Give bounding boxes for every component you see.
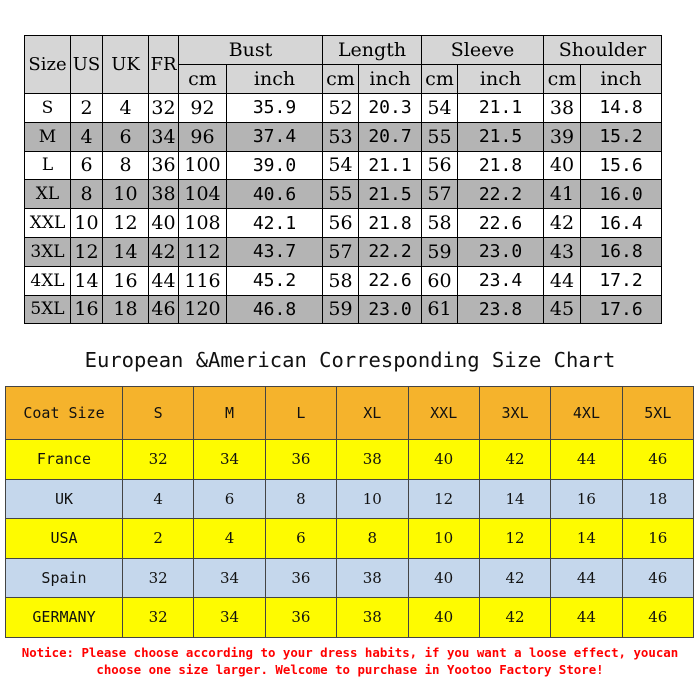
country-label: USA: [6, 519, 123, 559]
size-value: 16: [551, 479, 622, 519]
cell-bust-in: 46.8: [227, 295, 323, 324]
cell-bust-cm: 120: [179, 295, 227, 324]
cell-bust-cm: 96: [179, 122, 227, 151]
cell-sleeve-in: 21.5: [458, 122, 544, 151]
cell-shoulder-cm: 40: [544, 151, 581, 180]
cell-sleeve-cm: 57: [422, 180, 458, 209]
cell-us: 14: [71, 266, 103, 295]
size-value: 46: [622, 598, 693, 638]
cell-shoulder-cm: 42: [544, 209, 581, 238]
size-value: 44: [551, 598, 622, 638]
cell-us: 16: [71, 295, 103, 324]
size-value: 32: [123, 558, 194, 598]
cell-us: 8: [71, 180, 103, 209]
cell-sleeve-in: 23.8: [458, 295, 544, 324]
cell-bust-in: 42.1: [227, 209, 323, 238]
country-label: Spain: [6, 558, 123, 598]
size-value: 40: [408, 558, 479, 598]
header-length-inch: inch: [359, 65, 422, 94]
country-row-germany: [6, 598, 694, 638]
size-row: [25, 266, 662, 295]
cell-shoulder-cm: 44: [544, 266, 581, 295]
country-row-usa: [6, 519, 694, 559]
cell-us: 6: [71, 151, 103, 180]
size-value: 10: [408, 519, 479, 559]
cell-size: 4XL: [25, 266, 71, 295]
cell-length-in: 20.3: [359, 94, 422, 123]
cell-sleeve-cm: 55: [422, 122, 458, 151]
cell-fr: 42: [149, 237, 179, 266]
cell-uk: 10: [103, 180, 149, 209]
size-value: 10: [337, 479, 408, 519]
cell-length-cm: 57: [323, 237, 359, 266]
country-row-france: [6, 440, 694, 480]
cell-sleeve-cm: 61: [422, 295, 458, 324]
cell-fr: 38: [149, 180, 179, 209]
cell-bust-in: 35.9: [227, 94, 323, 123]
cell-size: L: [25, 151, 71, 180]
size-value: 4: [194, 519, 265, 559]
size-value: 2: [123, 519, 194, 559]
cell-fr: 32: [149, 94, 179, 123]
size-value: 6: [265, 519, 336, 559]
size-value: 16: [622, 519, 693, 559]
cell-length-cm: 52: [323, 94, 359, 123]
cell-length-in: 23.0: [359, 295, 422, 324]
cell-bust-in: 45.2: [227, 266, 323, 295]
cell-sleeve-in: 21.1: [458, 94, 544, 123]
size-value: 8: [337, 519, 408, 559]
size-table-body: [25, 94, 662, 324]
size-value: 34: [194, 598, 265, 638]
size-value: 42: [479, 598, 550, 638]
header-shoulder-inch: inch: [581, 65, 662, 94]
size-value: 36: [265, 558, 336, 598]
cell-length-in: 20.7: [359, 122, 422, 151]
header-fr: FR: [149, 36, 179, 94]
cell-fr: 36: [149, 151, 179, 180]
cell-us: 4: [71, 122, 103, 151]
cell-bust-cm: 100: [179, 151, 227, 180]
cell-sleeve-cm: 56: [422, 151, 458, 180]
cell-length-in: 21.1: [359, 151, 422, 180]
size-value: 42: [479, 558, 550, 598]
cell-length-in: 21.8: [359, 209, 422, 238]
country-label: UK: [6, 479, 123, 519]
cell-fr: 44: [149, 266, 179, 295]
header-length: Length: [323, 36, 422, 65]
size-value: 46: [622, 440, 693, 480]
size-value: 40: [408, 598, 479, 638]
cell-us: 2: [71, 94, 103, 123]
cell-fr: 40: [149, 209, 179, 238]
cell-us: 12: [71, 237, 103, 266]
country-row-uk: [6, 479, 694, 519]
cell-shoulder-in: 17.2: [581, 266, 662, 295]
size-value: 38: [337, 558, 408, 598]
cell-bust-cm: 108: [179, 209, 227, 238]
cell-uk: 16: [103, 266, 149, 295]
cell-shoulder-cm: 41: [544, 180, 581, 209]
header-bust-cm: cm: [179, 65, 227, 94]
coat-size-header: S: [123, 387, 194, 440]
size-value: 12: [408, 479, 479, 519]
country-row-spain: [6, 558, 694, 598]
cell-uk: 14: [103, 237, 149, 266]
cell-sleeve-in: 22.6: [458, 209, 544, 238]
cell-uk: 18: [103, 295, 149, 324]
cell-shoulder-in: 14.8: [581, 94, 662, 123]
country-label: GERMANY: [6, 598, 123, 638]
cell-fr: 46: [149, 295, 179, 324]
cell-length-in: 22.6: [359, 266, 422, 295]
cell-sleeve-in: 21.8: [458, 151, 544, 180]
cell-length-cm: 54: [323, 151, 359, 180]
cell-length-cm: 55: [323, 180, 359, 209]
cell-shoulder-cm: 43: [544, 237, 581, 266]
header-bust-inch: inch: [227, 65, 323, 94]
cell-shoulder-in: 16.4: [581, 209, 662, 238]
size-value: 32: [123, 598, 194, 638]
size-value: 40: [408, 440, 479, 480]
country-label: France: [6, 440, 123, 480]
size-value: 12: [479, 519, 550, 559]
header-shoulder: Shoulder: [544, 36, 662, 65]
cell-length-cm: 53: [323, 122, 359, 151]
header-size: Size: [25, 36, 71, 94]
header-shoulder-cm: cm: [544, 65, 581, 94]
coat-size-header: L: [265, 387, 336, 440]
size-row: [25, 180, 662, 209]
cell-sleeve-cm: 54: [422, 94, 458, 123]
size-value: 32: [123, 440, 194, 480]
size-value: 44: [551, 558, 622, 598]
size-value: 34: [194, 558, 265, 598]
size-row: [25, 94, 662, 123]
cell-shoulder-in: 15.6: [581, 151, 662, 180]
size-row: [25, 122, 662, 151]
size-value: 8: [265, 479, 336, 519]
coat-size-header: 3XL: [479, 387, 550, 440]
cell-uk: 6: [103, 122, 149, 151]
size-value: 38: [337, 440, 408, 480]
size-row: [25, 237, 662, 266]
cell-bust-cm: 92: [179, 94, 227, 123]
header-sleeve-cm: cm: [422, 65, 458, 94]
cell-fr: 34: [149, 122, 179, 151]
size-value: 34: [194, 440, 265, 480]
coat-size-header: 5XL: [622, 387, 693, 440]
cell-size: M: [25, 122, 71, 151]
size-value: 18: [622, 479, 693, 519]
coat-size-label: Coat Size: [6, 387, 123, 440]
cell-size: S: [25, 94, 71, 123]
cell-sleeve-cm: 60: [422, 266, 458, 295]
cell-us: 10: [71, 209, 103, 238]
cell-bust-in: 37.4: [227, 122, 323, 151]
cell-uk: 12: [103, 209, 149, 238]
header-bust: Bust: [179, 36, 323, 65]
cell-uk: 4: [103, 94, 149, 123]
coat-size-header: M: [194, 387, 265, 440]
size-row: [25, 151, 662, 180]
size-row: [25, 295, 662, 324]
corresponding-chart-body: [6, 387, 694, 638]
notice-text: Notice: Please choose according to your dress habits, if you want a loose effect, youcan choose one size larger. Welcome to purchase in Yootoo Factory Store!: [21, 645, 679, 677]
header-length-cm: cm: [323, 65, 359, 94]
coat-size-header: 4XL: [551, 387, 622, 440]
cell-size: 3XL: [25, 237, 71, 266]
cell-length-cm: 56: [323, 209, 359, 238]
cell-shoulder-in: 16.8: [581, 237, 662, 266]
size-value: 36: [265, 440, 336, 480]
header-sleeve-inch: inch: [458, 65, 544, 94]
coat-size-header: XXL: [408, 387, 479, 440]
cell-bust-cm: 116: [179, 266, 227, 295]
cell-bust-cm: 104: [179, 180, 227, 209]
cell-bust-in: 39.0: [227, 151, 323, 180]
cell-sleeve-cm: 58: [422, 209, 458, 238]
size-value: 4: [123, 479, 194, 519]
cell-shoulder-in: 15.2: [581, 122, 662, 151]
cell-shoulder-in: 17.6: [581, 295, 662, 324]
size-measurement-table: [24, 35, 662, 324]
size-value: 36: [265, 598, 336, 638]
coat-size-header: XL: [337, 387, 408, 440]
cell-size: 5XL: [25, 295, 71, 324]
chart-title: European &American Corresponding Size Chart: [84, 348, 616, 372]
cell-shoulder-cm: 45: [544, 295, 581, 324]
cell-sleeve-in: 22.2: [458, 180, 544, 209]
size-value: 38: [337, 598, 408, 638]
size-value: 44: [551, 440, 622, 480]
size-value: 42: [479, 440, 550, 480]
cell-size: XL: [25, 180, 71, 209]
cell-sleeve-in: 23.4: [458, 266, 544, 295]
cell-uk: 8: [103, 151, 149, 180]
header-uk: UK: [103, 36, 149, 94]
size-value: 46: [622, 558, 693, 598]
header-us: US: [71, 36, 103, 94]
cell-length-cm: 58: [323, 266, 359, 295]
size-value: 14: [479, 479, 550, 519]
cell-length-in: 22.2: [359, 237, 422, 266]
cell-shoulder-cm: 38: [544, 94, 581, 123]
cell-bust-in: 40.6: [227, 180, 323, 209]
cell-length-in: 21.5: [359, 180, 422, 209]
coat-size-header-row: [6, 387, 694, 440]
cell-size: XXL: [25, 209, 71, 238]
cell-sleeve-in: 23.0: [458, 237, 544, 266]
cell-shoulder-in: 16.0: [581, 180, 662, 209]
size-value: 6: [194, 479, 265, 519]
corresponding-size-chart: [5, 386, 694, 638]
cell-sleeve-cm: 59: [422, 237, 458, 266]
size-row: [25, 209, 662, 238]
cell-bust-cm: 112: [179, 237, 227, 266]
cell-length-cm: 59: [323, 295, 359, 324]
cell-bust-in: 43.7: [227, 237, 323, 266]
size-value: 14: [551, 519, 622, 559]
cell-shoulder-cm: 39: [544, 122, 581, 151]
header-sleeve: Sleeve: [422, 36, 544, 65]
